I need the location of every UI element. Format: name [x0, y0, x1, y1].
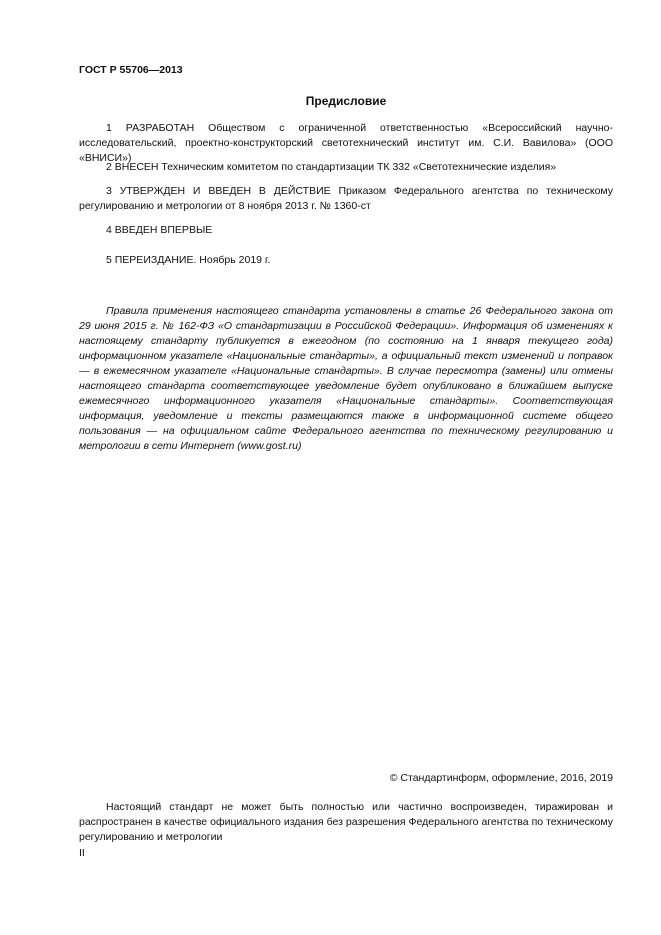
foreword-item-5: 5 ПЕРЕИЗДАНИЕ. Ноябрь 2019 г. — [106, 254, 271, 266]
application-rules-notice: Правила применения настоящего стандарта установлены в статье 26 Федерального закона от 29 июня 2015 г. № 162-ФЗ «О стандартизации в Российской Федерации». Информация об изменениях к настоящему стандарту публикуется в ежегодном (по состоянию на 1 января текущего года) информационном указателе «Национальные стандарты», а официальный текст изменений и поправок — в ежемесячном указателе «Национальные стандарты». В случае пересмотра (замены) или отмены настоящего стандарта соответствующее уведомление будет опубликовано в ближайшем выпуске ежемесячного информационного указателя «Национальные стандарты». Соответствующая информация, уведомление и тексты размещаются также в информационной системе общего пользования — на официальном сайте Федерального агентства по техническому регулированию и метрологии в сети Интернет (www.gost.ru) — [79, 305, 613, 452]
page-number: II — [79, 847, 85, 859]
foreword-item-1: 1 РАЗРАБОТАН Обществом с ограниченной ответственностью «Всероссийский научно-исследовательский, проектно-конструкторский светотехнический институт им. С.И. Вавилова» (ООО «ВНИСИ») — [79, 122, 613, 164]
standard-number: ГОСТ Р 55706—2013 — [79, 64, 183, 76]
section-title: Предисловие — [305, 94, 387, 108]
copyright-line: © Стандартинформ, оформление, 2016, 2019 — [389, 772, 613, 784]
reprint-notice: Настоящий стандарт не может быть полностью или частично воспроизведен, тиражирован и распространен в качестве официального издания без разрешения Федерального агентства по техническому регулированию и метрологии — [79, 801, 613, 843]
foreword-item-3: 3 УТВЕРЖДЕН И ВВЕДЕН В ДЕЙСТВИЕ Приказом Федерального агентства по техническому регулированию и метрологии от 8 ноября 2013 г. № 1360-ст — [79, 185, 613, 212]
foreword-item-4: 4 ВВЕДЕН ВПЕРВЫЕ — [106, 224, 213, 236]
foreword-item-2: 2 ВНЕСЕН Техническим комитетом по стандартизации ТК 332 «Светотехнические изделия» — [106, 161, 557, 173]
